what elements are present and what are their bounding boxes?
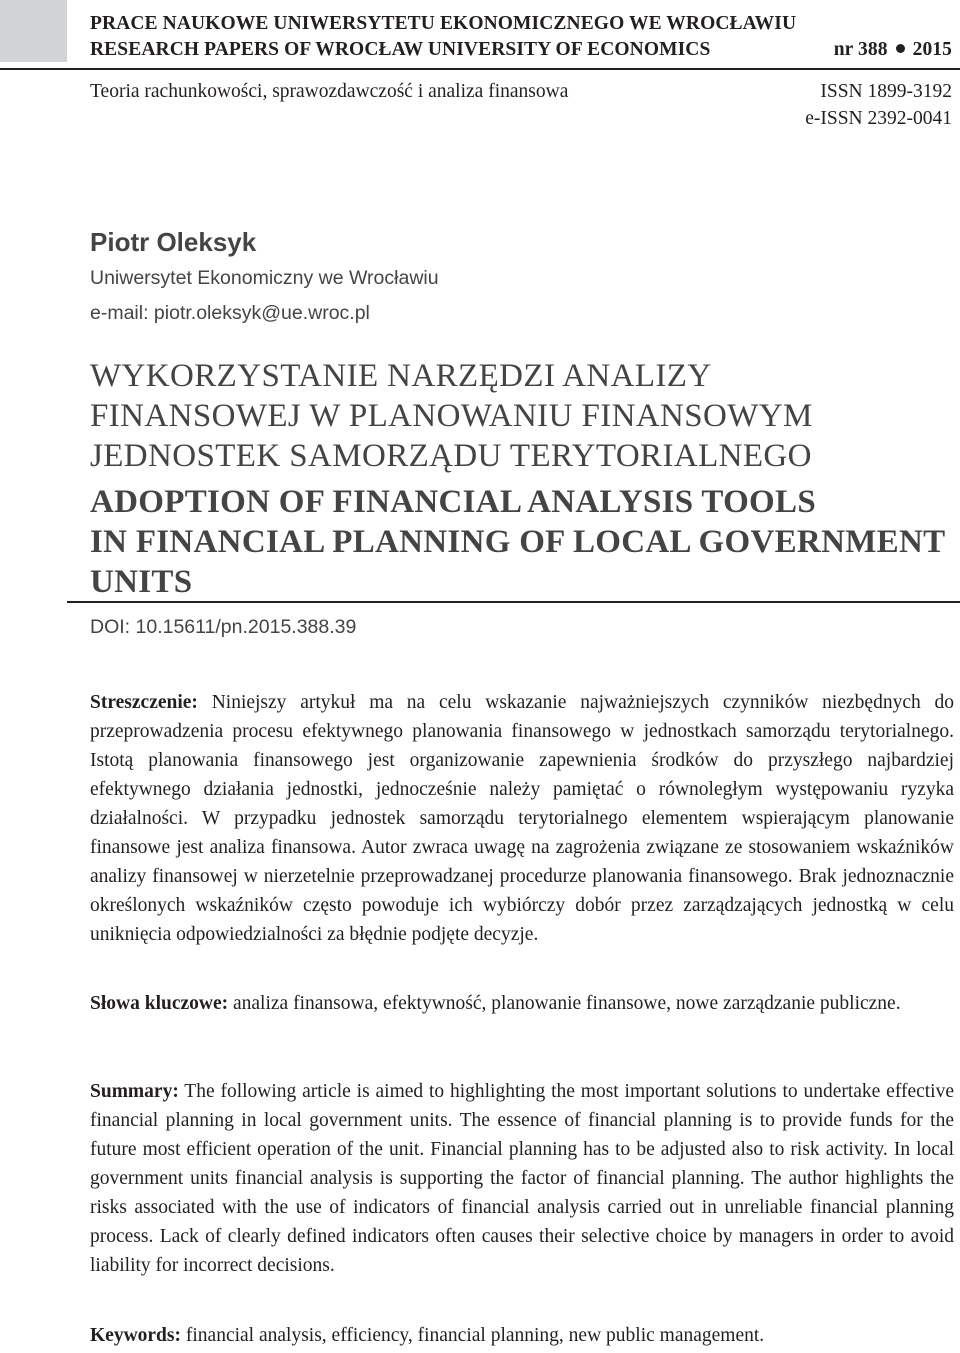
abstract-pl-text: Niniejszy artykuł ma na celu wskazanie najważniejszych czynników niezbędnych do przeprowadzenia procesu efektywnego planowania finansowego w jednostkach samorządu terytorialnego. Istotą planowania finansowego jest organizowanie zapewnienia środków do przyszłego najbardziej efektywnego działania jednostki, jednocześnie należy pamiętać o równoległym występowaniu ryzyka działalności. W przypadku jednostek samorządu terytorialnego elementem wspierającym planowanie finansowe jest analiza finansowa. Autor zwraca uwagę na zagrożenia związane ze stosowaniem wskaźników analizy finansowej w nierzetelnie przeprowadzanej procedurze planowania finansowego. Brak jednoznacznie określonych wskaźników często powoduje ich wybiórczy dobór przez zarządzających jednostką w celu uniknięcia odpowiedzialności za błędnie podjęte decyzje.: [90, 692, 954, 945]
abstract-polish: [90, 688, 954, 949]
journal-row-en: [90, 37, 952, 63]
abstract-english: [90, 1077, 954, 1280]
keywords-en-label: Keywords:: [90, 1325, 181, 1346]
issue-info: [834, 37, 952, 63]
title-polish: [90, 356, 950, 476]
title-pl-line: FINANSOWEJ W PLANOWANIU FINANSOWYM: [90, 398, 813, 434]
author-email: e-mail: piotr.oleksyk@ue.wroc.pl: [90, 302, 370, 324]
journal-header: [90, 11, 952, 63]
keywords-en-text: financial analysis, efficiency, financial planning, new public management.: [181, 1325, 765, 1346]
abstract-en-label: Summary:: [90, 1081, 179, 1102]
keywords-polish: [90, 989, 954, 1018]
issn-block: [805, 78, 952, 132]
issue-year: 2015: [912, 39, 952, 60]
keywords-pl-text: analiza finansowa, efektywność, planowanie finansowe, nowe zarządzanie publiczne.: [228, 993, 901, 1014]
title-english: [90, 482, 958, 602]
issue-number: nr 388: [833, 39, 888, 60]
title-rule: [67, 601, 960, 603]
series-title: Teoria rachunkowości, sprawozdawczość i analiza finansowa: [90, 81, 569, 102]
bullet-icon: [896, 44, 905, 53]
eissn: e-ISSN 2392-0041: [805, 108, 952, 129]
journal-name-pl: PRACE NAUKOWE UNIWERSYTETU EKONOMICZNEGO WE WROCŁAWIU: [90, 13, 797, 34]
title-en-line: ADOPTION OF FINANCIAL ANALYSIS TOOLS: [90, 484, 816, 520]
issn: ISSN 1899-3192: [820, 81, 952, 102]
abstract-en-text: The following article is aimed to highlighting the most important solutions to undertake effective financial planning in local government units. The essence of financial planning is to provide funds for the future most efficient operation of the unit. Financial planning has to be adjusted also to risk activity. In local government units financial analysis is supporting the factor of financial planning. The author highlights the risks associated with the use of indicators of financial analysis carried out in unreliable financial planning process. Lack of clearly defined indicators often causes their selective choice by managers in order to avoid liability for incorrect decisions.: [90, 1081, 954, 1276]
series-row: [90, 78, 952, 132]
author-affiliation: Uniwersytet Ekonomiczny we Wrocławiu: [90, 267, 439, 289]
doi: DOI: 10.15611/pn.2015.388.39: [90, 616, 357, 638]
abstract-pl-label: Streszczenie:: [90, 692, 198, 713]
header-rule: [0, 68, 960, 70]
author-name: Piotr Oleksyk: [90, 227, 257, 257]
title-en-line: IN FINANCIAL PLANNING OF LOCAL GOVERNMENT: [90, 524, 946, 560]
journal-name-en: RESEARCH PAPERS OF WROCŁAW UNIVERSITY OF ECONOMICS: [90, 39, 711, 60]
title-pl-line: JEDNOSTEK SAMORZĄDU TERYTORIALNEGO: [90, 438, 812, 474]
keywords-english: [90, 1321, 954, 1350]
keywords-pl-label: Słowa kluczowe:: [90, 993, 229, 1014]
header-grey-block: [0, 0, 67, 62]
title-en-line: UNITS: [90, 564, 193, 600]
title-pl-line: WYKORZYSTANIE NARZĘDZI ANALIZY: [90, 358, 712, 394]
